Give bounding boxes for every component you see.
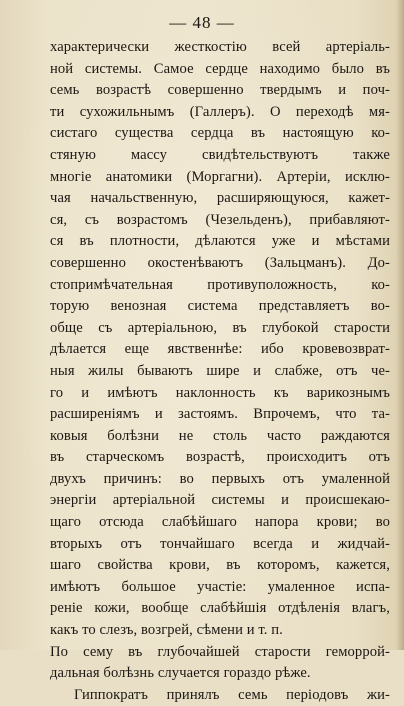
text-line: реніе кожи, вообще слабѣйшія отдѣленія влагъ, <box>50 600 390 617</box>
text-line: характерически жесткостію всей артеріаль- <box>50 39 390 55</box>
text-line: ковыя болѣзни не столь часто раждаются <box>50 427 390 444</box>
text-line: дальная болѣзнь случается гораздо рѣже. <box>50 665 311 682</box>
text-line: торую венозная система представляетъ во- <box>50 298 390 315</box>
text-line: расширеніямъ и застоямъ. Впрочемъ, что та- <box>50 406 390 423</box>
text-line: многіе анатомики (Моргагни). Артеріи, исклю- <box>50 168 390 185</box>
text-line: чая начальственную, расширяющуюся, кажет- <box>50 190 390 207</box>
text-line: ной системы. Самое сердце находимо было въ <box>50 60 390 77</box>
text-line: стяную массу свидѣтельствуютъ также <box>50 146 390 163</box>
text-line: Гиппократъ принялъ семь періодовъ жи- <box>74 686 390 703</box>
text-line: стопримѣчательная противуположность, ко- <box>50 276 390 293</box>
text-line: ся, съ возрастомъ (Чезельденъ), прибавляют- <box>50 211 390 228</box>
text-line: энергіи артеріальной системы и происшекаю- <box>50 492 390 509</box>
text-line: По сему въ глубочайшей старости геморрой- <box>50 643 390 660</box>
page-text-body <box>50 37 390 706</box>
text-line: совершенно окостенѣваютъ (Зальцманъ). До- <box>50 254 390 271</box>
text-line: какъ то слезъ, возгрей, сѣмени и т. п. <box>50 622 283 639</box>
text-line: го и имѣютъ наклонность къ варикознымъ <box>50 384 390 401</box>
text-line: вторыхъ отъ тончайшаго всегда и жидчай- <box>50 535 390 552</box>
text-line: ти сухожильнымъ (Галлеръ). О переходѣ мя- <box>50 103 390 120</box>
text-line: имѣютъ большое участіе: умаленное испа- <box>50 578 390 595</box>
text-line: ся въ плотности, дѣлаются уже и мѣстами <box>50 233 390 250</box>
text-line: въ старческомъ возрастѣ, происходитъ отъ <box>50 449 390 466</box>
text-line: семь возрастѣ совершенно твердымъ и поч- <box>50 82 390 99</box>
text-line: щаго отсюда слабѣйшаго напора крови; во <box>50 514 390 531</box>
text-line: шаго свойства крови, въ которомъ, кажется, <box>50 557 390 574</box>
page-number: — 48 — <box>169 13 235 32</box>
page-edge-shadow <box>396 0 404 650</box>
text-line: двухъ причинъ: во первыхъ отъ умаленной <box>50 470 390 487</box>
text-line: дѣлается еще явственнѣе: ибо кровевозврат- <box>50 341 390 358</box>
text-line: систаго существа сердца въ настоящую ко- <box>50 125 390 142</box>
text-line: обще съ артеріальною, въ глубокой старости <box>50 319 390 336</box>
text-line: ныя жилы бываютъ шире и слабже, отъ че- <box>50 362 390 379</box>
